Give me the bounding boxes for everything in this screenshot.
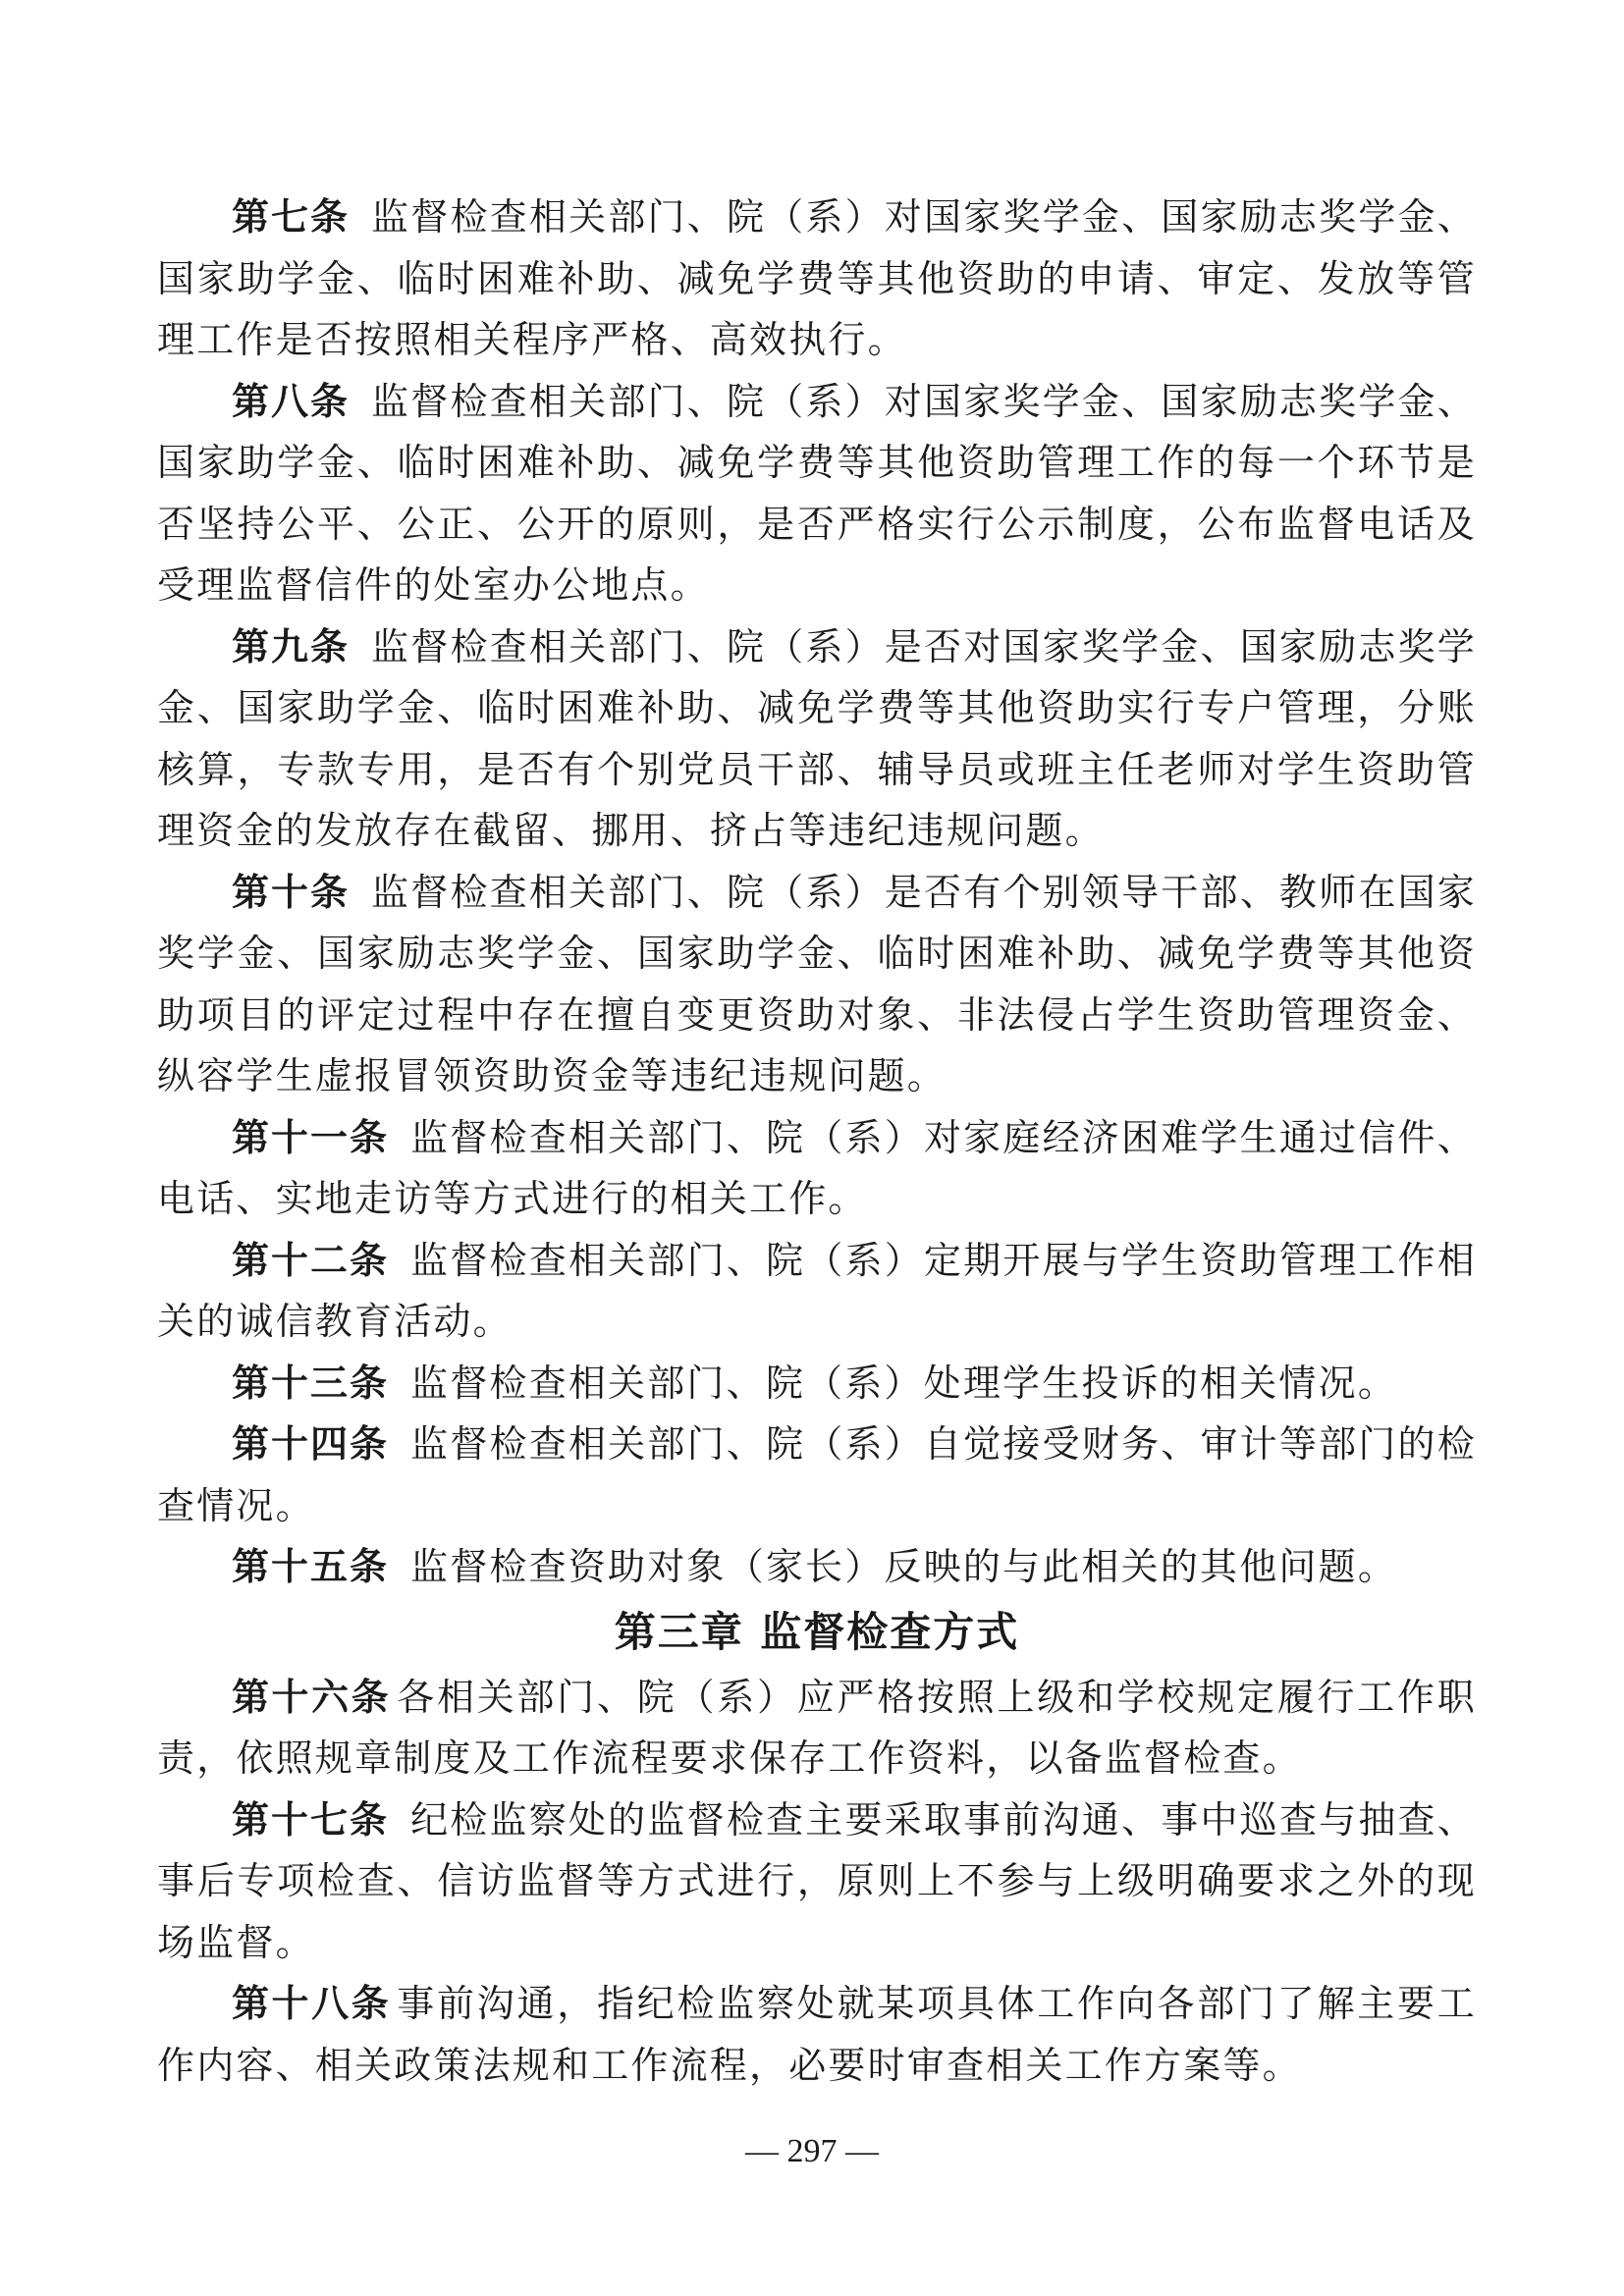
article-text: 监督检查相关部门、院（系）对国家奖学金、国家励志奖学金、国家助学金、临时困难补助、减免学费等其他资助管理工作的每一个环节是否坚持公平、公正、公开的原则，是否严格实行公示制度，公布监督电话及受理监督信件的处室办公地点。	[157, 379, 1477, 607]
article-text: 监督检查相关部门、院（系）对国家奖学金、国家励志奖学金、国家助学金、临时困难补助、减免学费等其他资助的申请、审定、发放等管理工作是否按照相关程序严格、高效执行。	[157, 195, 1477, 361]
article-number: 第八条	[232, 379, 351, 423]
article-9	[157, 616, 1477, 862]
article-text: 监督检查相关部门、院（系）对家庭经济困难学生通过信件、电话、实地走访等方式进行的相关工作。	[157, 1115, 1477, 1220]
page-number: — 297 —	[745, 2133, 879, 2169]
article-16	[157, 1667, 1477, 1789]
article-text: 监督检查相关部门、院（系）是否对国家奖学金、国家励志奖学金、国家助学金、临时困难补助、减免学费等其他资助实行专户管理，分账核算，专款专用，是否有个别党员干部、辅导员或班主任老师对学生资助管理资金的发放存在截留、挪用、挤占等违纪违规问题。	[157, 624, 1477, 852]
article-12	[157, 1230, 1477, 1353]
chapter-title: 第三章 监督检查方式	[614, 1607, 1020, 1656]
article-text: 纪检监察处的监督检查主要采取事前沟通、事中巡查与抽查、事后专项检查、信访监督等方式进行，原则上不参与上级明确要求之外的现场监督。	[157, 1797, 1477, 1964]
article-13	[157, 1353, 1477, 1415]
article-8	[157, 371, 1477, 616]
article-17	[157, 1789, 1477, 1974]
article-number: 第十六条	[232, 1675, 392, 1719]
article-text: 监督检查相关部门、院（系）自觉接受财务、审计等部门的检查情况。	[157, 1422, 1477, 1527]
article-number: 第十八条	[232, 1982, 392, 2025]
article-text: 监督检查相关部门、院（系）定期开展与学生资助管理工作相关的诚信教育活动。	[157, 1238, 1477, 1343]
article-number: 第十七条	[232, 1797, 390, 1842]
article-number: 第十三条	[232, 1361, 390, 1405]
article-number: 第十二条	[232, 1238, 390, 1282]
article-15	[157, 1536, 1477, 1598]
article-text: 监督检查相关部门、院（系）处理学生投诉的相关情况。	[410, 1361, 1398, 1405]
article-text: 各相关部门、院（系）应严格按照上级和学校规定履行工作职责，依照规章制度及工作流程要求保存工作资料，以备监督检查。	[157, 1675, 1477, 1780]
article-18	[157, 1973, 1477, 2096]
article-text: 监督检查资助对象（家长）反映的与此相关的其他问题。	[410, 1545, 1398, 1588]
article-11	[157, 1107, 1477, 1230]
article-text: 事前沟通，指纪检监察处就某项具体工作向各部门了解主要工作内容、相关政策法规和工作流程，必要时审查相关工作方案等。	[157, 1982, 1477, 2087]
article-14	[157, 1414, 1477, 1536]
article-number: 第十一条	[232, 1115, 390, 1159]
article-number: 第十五条	[232, 1545, 390, 1588]
article-number: 第九条	[232, 624, 351, 668]
article-number: 第十条	[232, 870, 351, 914]
document-page	[157, 187, 1477, 2150]
article-7	[157, 187, 1477, 371]
article-number: 第十四条	[232, 1422, 390, 1466]
article-number: 第七条	[232, 195, 351, 239]
article-10	[157, 862, 1477, 1107]
article-text: 监督检查相关部门、院（系）是否有个别领导干部、教师在国家奖学金、国家励志奖学金、国家助学金、临时困难补助、减免学费等其他资助项目的评定过程中存在擅自变更资助对象、非法侵占学生资助管理资金、纵容学生虚报冒领资助资金等违纪违规问题。	[157, 870, 1477, 1097]
